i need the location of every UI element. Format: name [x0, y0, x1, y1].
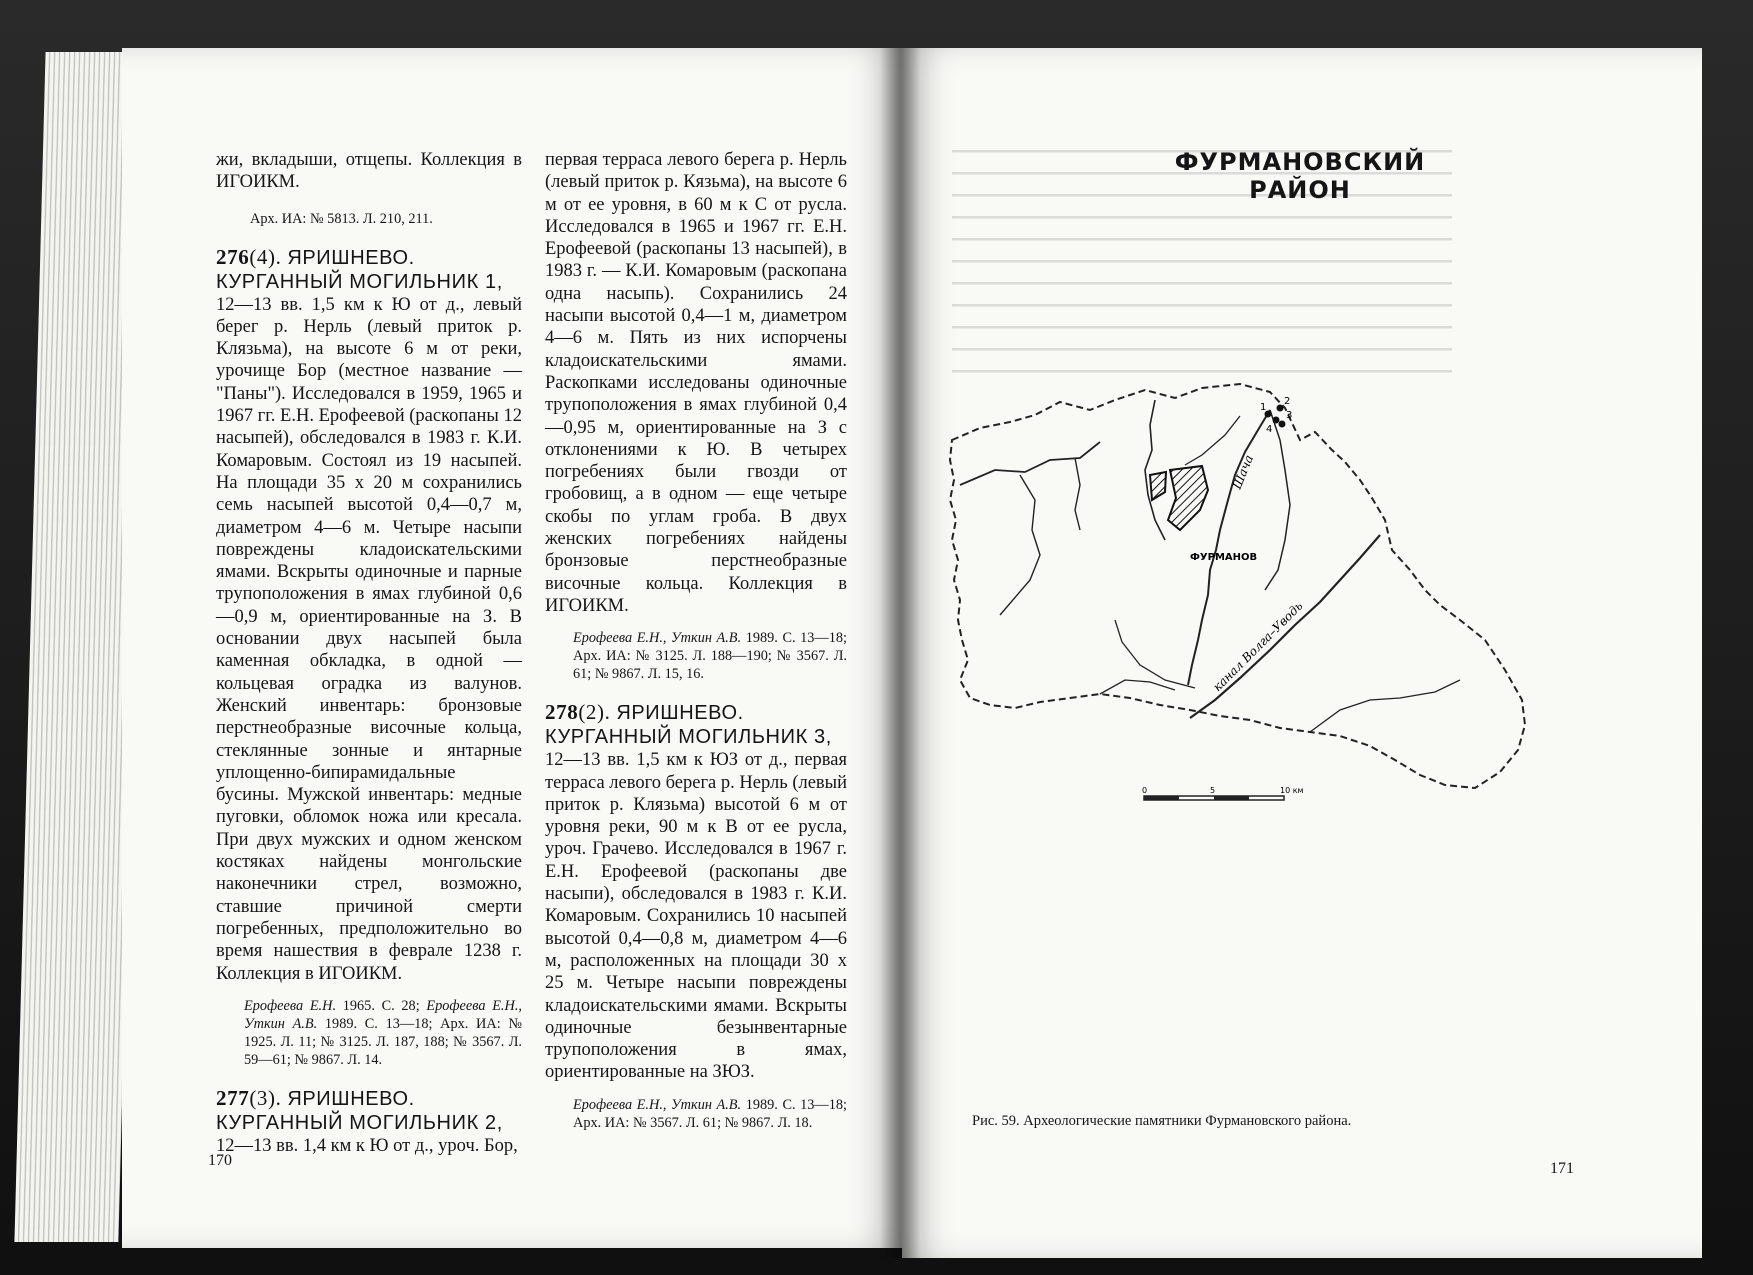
figure-caption: Рис. 59. Археологические памятники Фурмановского района. [972, 1113, 1352, 1129]
ref-author: Ерофеева Е.Н. [244, 997, 337, 1014]
entry-278-map-number: (2). [578, 700, 611, 725]
district-title: ФУРМАНОВСКИЙ РАЙОН [1174, 148, 1426, 204]
entry-277-text-continued: первая терраса левого берега р. Нерль (левый приток р. Кязьма), на высоте 6 м от ее уровня, в 60 м к С от русла. Исследовался в 1965 и 1967 гг. Е.Н. Ерофеевой (раскопаны 13 насыпей), в 1983 г. — К.И. Комаровым (раскопана одна насыпь). Сохранились 24 насыпи высотой 0,4—1 м, диаметром 4—6 м. Пять из них испорчены кладоискательскими ямами. Раскопками исследованы одиночные трупоположения в ямах глубиной 0,4—0,95 м, ориентированные на З с отклонениями к Ю. В четырех погребениях были гвозди от гробовищ, а в одном — еще четыре скобы по углам гроба. В двух женских погребениях найдены бронзовые перстнеобразные височные кольца. Коллекция в ИГОИКМ. [545, 150, 847, 616]
entry-277-map-number: (3). [249, 1085, 282, 1110]
site-label: 4 [1266, 424, 1273, 435]
town-label: ФУРМАНОВ [1190, 552, 1258, 563]
canal-label: канал Волга–Уводь [1210, 598, 1306, 695]
entry-277-heading [216, 1087, 522, 1135]
town-area [1168, 466, 1208, 530]
scale-zero: 0 [1142, 786, 1148, 795]
continuation-text: жи, вкладыши, отщепы. Коллекция в ИГОИКМ. [216, 150, 522, 193]
left-page-number: 170 [208, 1152, 232, 1169]
book-gutter [880, 48, 920, 1258]
left-column-1 [216, 149, 522, 1157]
river [1145, 400, 1165, 540]
river [1100, 680, 1175, 694]
ref-text: 1989. С. 13—18; Арх. ИА: № 1925. Л. 11; № 3125. Л. 187, 188; № 3567. Л. 59—61; № 9867. Л. 14. [244, 1015, 523, 1068]
ref-text: 1965. С. 28; [336, 997, 427, 1014]
river [1310, 680, 1460, 732]
town-area [1150, 472, 1166, 500]
site-marker [1273, 417, 1280, 424]
ref-author: Ерофеева Е.Н., Уткин А.В. [573, 1096, 742, 1113]
ref-author: Ерофеева Е.Н., Уткин А.В. [244, 997, 522, 1032]
ref-author: Ерофеева Е.Н., Уткин А.В. [573, 630, 742, 647]
district-boundary [950, 384, 1525, 788]
river [1265, 410, 1293, 590]
entry-276-map-number: (4). [249, 244, 282, 269]
scale-bar [1140, 784, 1340, 814]
entry-278-number: 278 [545, 700, 579, 725]
entry-276-text: 12—13 вв. 1,5 км к Ю от д., левый берег р. Нерль (левый приток р. Клязьма), на высоте 6 м от реки, урочище Бор (местное название — "Паны"). Исследовался в 1959, 1965 и 1967 гг. Е.Н. Ерофеевой (раскопаны 12 насыпей), обследовался в 1983 г. К.И. Комаровым. Состоял из 19 насыпей. На площади 35 х 20 м сохранились семь насыпей высотой 0,4—0,7 м, диаметром 4—6 м. Четыре насыпи повреждены кладоискательскими ямами. Вскрыты одиночные и парные трупоположения в ямах глубиной 0,6—0,9 м, ориентированные на З. В основании двух насыпей была каменная обкладка, в одной — кольцевая оградка из валунов. Женский инвентарь: бронзовые перстнеобразные височные кольца, стеклянные зонные и янтарные уплощенно-бипирамидальные бусины. Мужской инвентарь: медные пуговки, обломок ножа или кресала. При двух мужских и одном женском костяках найдены монгольские наконечники стрел, возможно, ставшие причиной смерти погребенных, предположительно во время нашествия в феврале 1238 г. Коллекция в ИГОИКМ. [216, 294, 522, 984]
entry-277-title: ЯРИШНЕВО. КУРГАННЫЙ МОГИЛЬНИК 2, [216, 1087, 503, 1134]
entry-278-heading [545, 701, 847, 749]
river [1000, 475, 1040, 615]
entry-277-number: 277 [216, 1085, 250, 1110]
entry-278-title: ЯРИШНЕВО. КУРГАННЫЙ МОГИЛЬНИК 3, [545, 702, 832, 749]
river [1115, 620, 1195, 688]
entry-277-references [545, 629, 847, 683]
scale-mid: 5 [1210, 786, 1216, 795]
left-column-2 [545, 149, 847, 1150]
entry-276-title: ЯРИШНЕВО. КУРГАННЫЙ МОГИЛЬНИК 1, [216, 246, 503, 293]
site-marker [1277, 405, 1284, 412]
entry-278-text: 12—13 вв. 1,5 км к ЮЗ от д., первая терраса левого берега р. Нерль (левый приток р. Клязьма) высотой 6 м от уровня реки, 90 м к В от ее русла, уроч. Грачево. Исследовался в 1967 г. Е.Н. Ерофеевой (раскопаны две насыпи), обследовался в 1983 г. К.И. Комаровым. Сохранились 10 насыпей высотой 0,4—0,8 м, диаметром 4—6 м, расположенных на площади 30 х 25 м. Четыре насыпи повреждены кладоискательскими ямами. Вскрыты одиночные безынвентарные трупоположения в ямах, ориентированные на ЗЮЗ. [545, 750, 847, 1083]
entry-276-references [216, 997, 522, 1069]
right-page-number: 171 [1550, 1160, 1574, 1177]
scale-end: 10 км [1280, 786, 1304, 795]
archive-reference: Арх. ИА: № 5813. Л. 210, 211. [250, 210, 433, 227]
entry-276-number: 276 [216, 244, 250, 269]
river [1075, 458, 1080, 530]
site-label: 1 [1260, 402, 1267, 413]
district-map [940, 380, 1580, 800]
entry-276-heading [216, 246, 522, 294]
entry-278-references [545, 1096, 847, 1132]
river [1185, 416, 1240, 465]
site-label: 2 [1284, 396, 1291, 407]
entry-277-text: 12—13 вв. 1,4 км к Ю от д., уроч. Бор, [216, 1135, 518, 1156]
site-marker [1279, 421, 1286, 428]
ref-text: 1989. С. 13—18; Арх. ИА: № 3567. Л. 61; № 9867. Л. 18. [573, 1096, 847, 1131]
river-label: Шача [1229, 452, 1257, 492]
ref-text: 1989. С. 13—18; Арх. ИА: № 3125. Л. 188—190; № 3567. Л. 61; № 9867. Л. 15, 16. [573, 630, 847, 683]
site-label: 3 [1286, 410, 1293, 421]
